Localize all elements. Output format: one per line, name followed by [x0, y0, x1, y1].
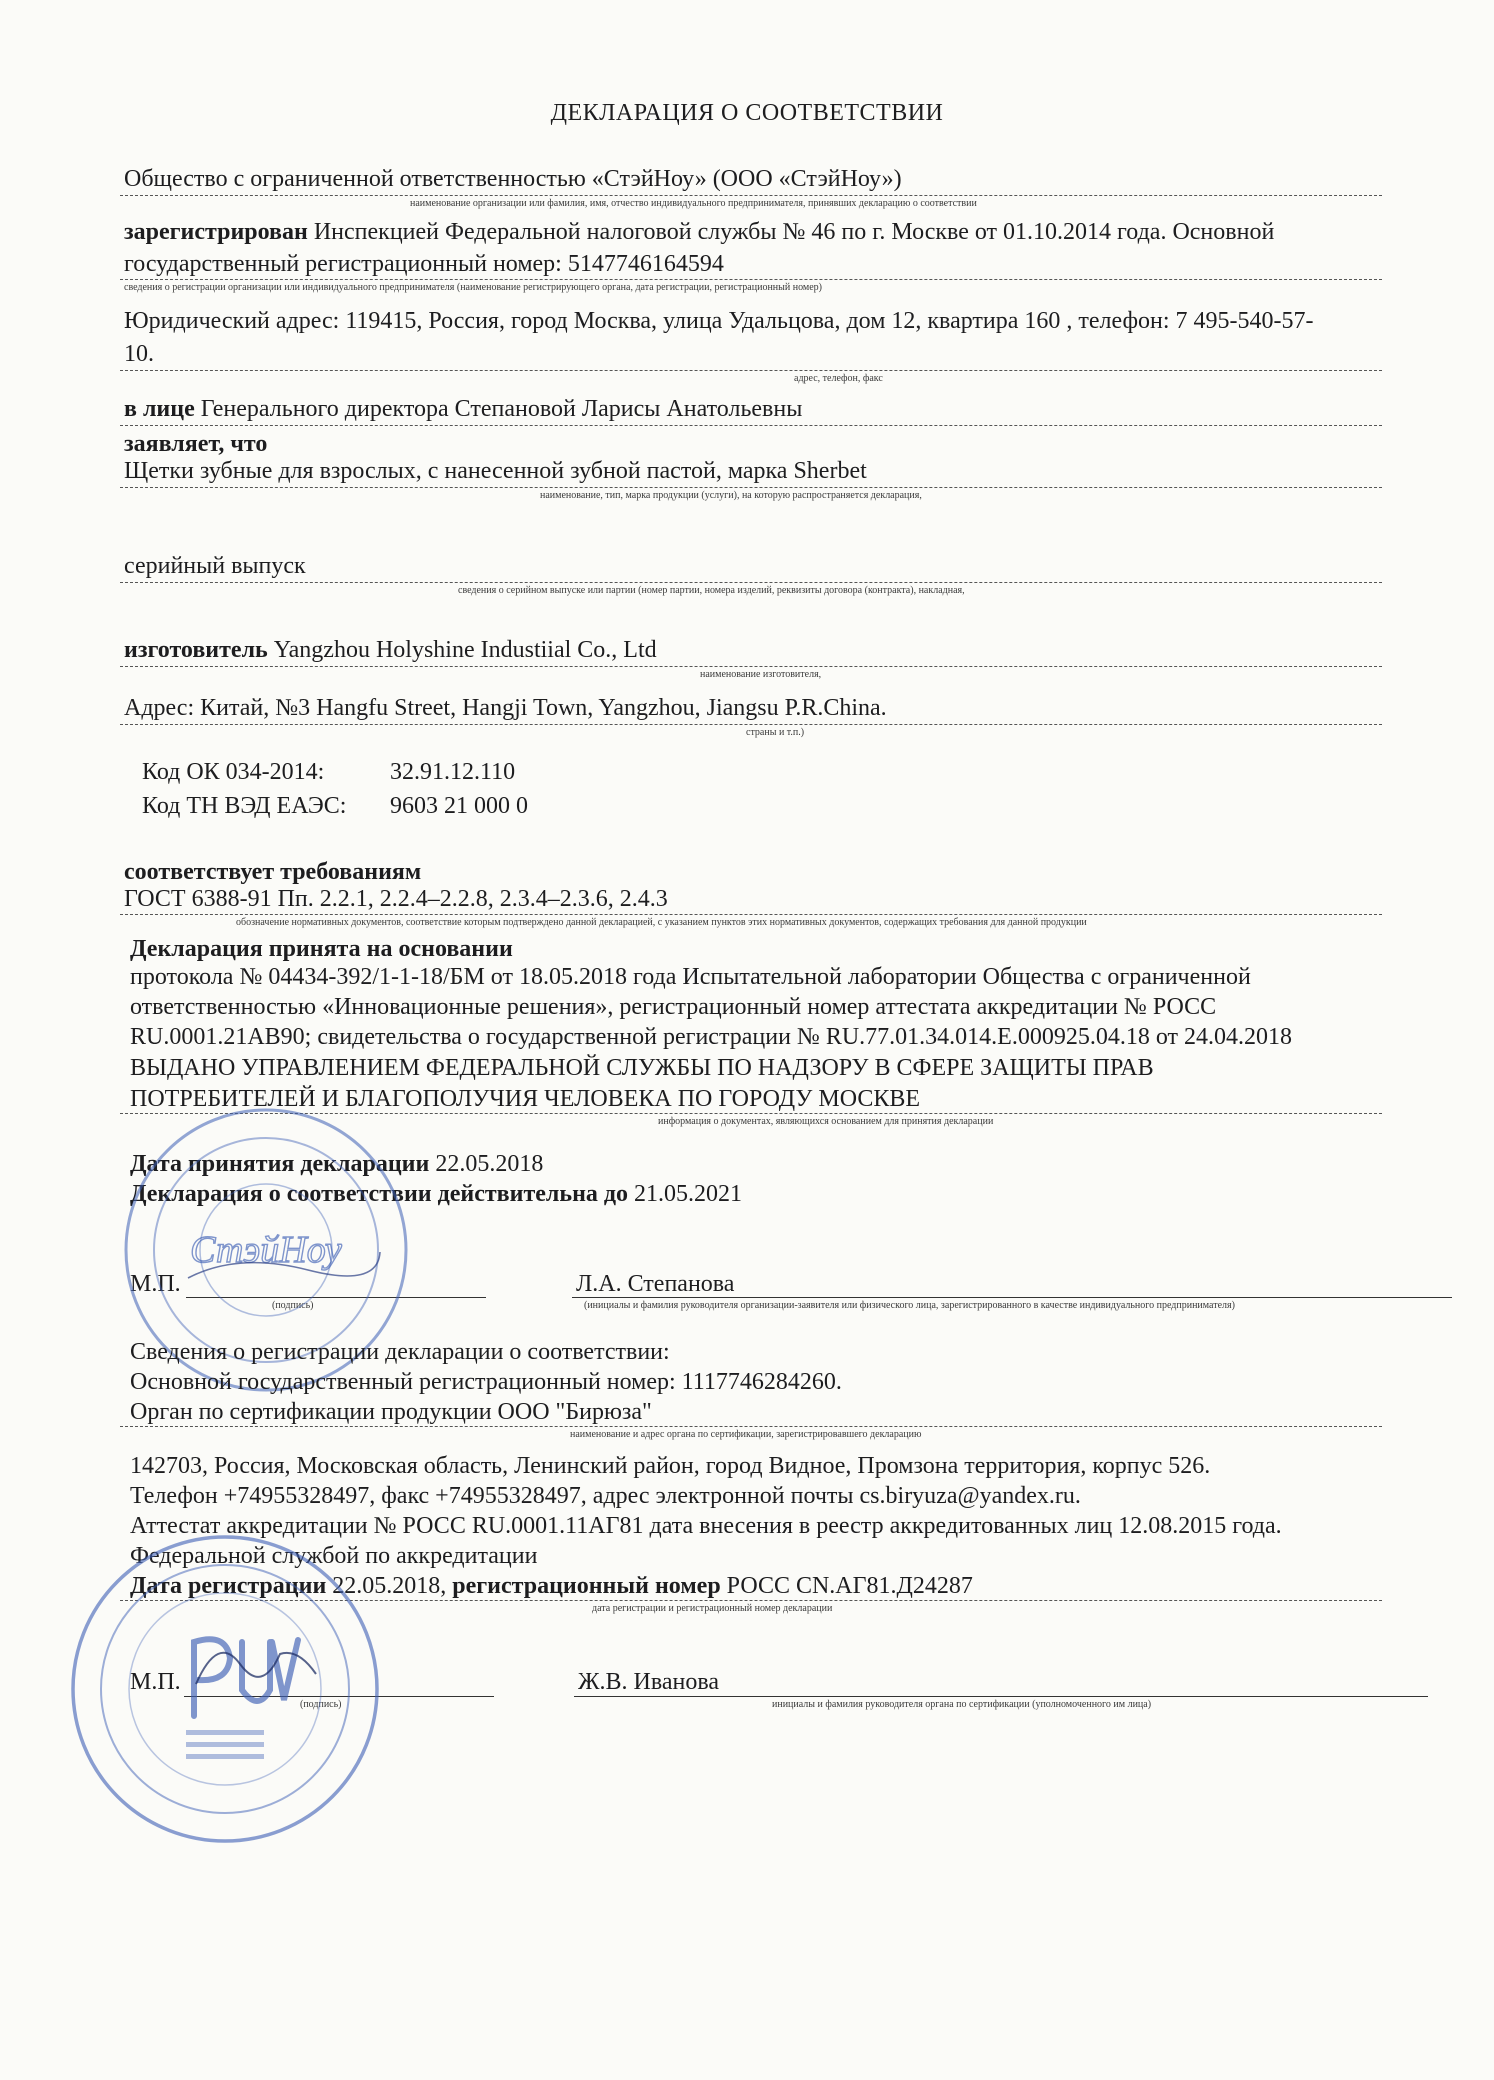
certification-body-caption: наименование и адрес органа по сертификации, зарегистрировавшего декларацию: [570, 1429, 922, 1440]
requirements-text: ГОСТ 6388-91 Пп. 2.2.1, 2.2.4–2.2.8, 2.3.4–2.3.6, 2.4.3: [124, 886, 668, 912]
applicant-caption: наименование организации или фамилия, имя, отчество индивидуального предпринимателя, принявших декларацию о соответствии: [410, 198, 977, 209]
rule: [120, 195, 1382, 196]
name-line-1: [572, 1297, 1452, 1298]
basis-caption: информация о документах, являющихся основанием для принятия декларации: [658, 1116, 994, 1127]
valid-label: Декларация о соответствии действительна до: [130, 1181, 629, 1207]
signer-caption-1: (инициалы и фамилия руководителя организации-заявителя или физического лица, зарегистрированного в качестве индивидуального предпринимателя): [584, 1300, 1235, 1311]
rule: [120, 724, 1382, 725]
code-ok-value: 32.91.12.110: [390, 759, 516, 785]
represented-label: в лице: [124, 396, 195, 422]
rule: [120, 914, 1382, 915]
signer-name-2: Ж.В. Иванова: [578, 1669, 720, 1695]
manufacturer-address-caption: страны и т.п.): [746, 727, 805, 738]
mp-label-1: М.П.: [130, 1271, 181, 1297]
registration-date-value: 22.05.2018,: [326, 1573, 453, 1599]
manufacturer-caption: наименование изготовителя,: [700, 669, 822, 680]
basis-line-1: протокола № 04434-392/1-1-18/БМ от 18.05.2018 года Испытательной лаборатории Общества с ограниченной: [130, 964, 1251, 990]
rule: [120, 279, 1382, 280]
certification-body: Орган по сертификации продукции ООО "Бирюза": [130, 1399, 652, 1425]
registered-label: зарегистрирован: [124, 219, 308, 245]
valid-value: 21.05.2021: [628, 1181, 743, 1207]
accreditation-service: Федеральной службой по аккредитации: [130, 1543, 538, 1569]
code-tnved-label: Код ТН ВЭД ЕАЭС:: [142, 793, 347, 819]
body-address: 142703, Россия, Московская область, Ленинский район, город Видное, Промзона территория, корпус 526.: [130, 1453, 1211, 1479]
registered-line-1: [124, 218, 1274, 246]
code-tnved-value: 9603 21 000 0: [390, 793, 528, 819]
rule: [120, 666, 1382, 667]
registration-number-label: регистрационный номер: [452, 1573, 721, 1599]
mp-label-2: М.П.: [130, 1669, 181, 1695]
registration-caption: сведения о регистрации организации или индивидуального предпринимателя (наименование регистрирующего органа, дата регистрации, регистрационный номер): [124, 282, 822, 293]
signer-caption-2: инициалы и фамилия руководителя органа по сертификации (уполномоченного им лица): [772, 1699, 1152, 1710]
basis-line-5: ПОТРЕБИТЕЛЕЙ И БЛАГОПОЛУЧИЯ ЧЕЛОВЕКА ПО ГОРОДУ МОСКВЕ: [130, 1086, 921, 1112]
represented-line: [124, 395, 802, 423]
handwritten-signature: [188, 1624, 328, 1704]
series-text: серийный выпуск: [124, 553, 306, 579]
registered-text-1: Инспекцией Федеральной налоговой службы № 46 по г. Москве от 01.10.2014 года. Основной: [307, 219, 1275, 245]
declares-label: заявляет, что: [124, 431, 268, 457]
manufacturer-label: изготовитель: [124, 637, 268, 663]
represented-text: Генерального директора Степановой Ларисы Анатольевны: [194, 396, 803, 422]
rule: [120, 425, 1382, 426]
rule: [120, 582, 1382, 583]
legal-address-2: 10.: [124, 341, 154, 367]
registration-date-label: Дата регистрации: [130, 1573, 327, 1599]
basis-label: Декларация принята на основании: [130, 936, 513, 962]
registration-date-caption: дата регистрации и регистрационный номер декларации: [592, 1603, 833, 1614]
basis-line-3: RU.0001.21АВ90; свидетельства о государственной регистрации № RU.77.01.34.014.Е.000925.04.18 от 24.04.2018: [130, 1024, 1292, 1050]
body-phone: Телефон +74955328497, факс +74955328497, адрес электронной почты cs.biryuza@yandex.ru.: [130, 1483, 1081, 1509]
signature-caption-2: (подпись): [300, 1699, 342, 1710]
basis-line-4: ВЫДАНО УПРАВЛЕНИЕМ ФЕДЕРАЛЬНОЙ СЛУЖБЫ ПО НАДЗОРУ В СФЕРЕ ЗАЩИТЫ ПРАВ: [130, 1055, 1154, 1081]
basis-line-2: ответственностью «Инновационные решения», регистрационный номер аттестата аккредитации № РОСС: [130, 994, 1217, 1020]
manufacturer-line: [124, 636, 657, 664]
manufacturer-name: Yangzhou Holyshine Industiial Co., Ltd: [267, 637, 657, 663]
name-line-2: [574, 1696, 1428, 1697]
signature-caption-1: (подпись): [272, 1300, 314, 1311]
product-name: Щетки зубные для взрослых, с нанесенной зубной пастой, марка Sherbet: [124, 458, 867, 484]
manufacturer-address: Адрес: Китай, №3 Hangfu Street, Hangji Town, Yangzhou, Jiangsu P.R.China.: [124, 695, 887, 721]
legal-address-1: Юридический адрес: 119415, Россия, город Москва, улица Удальцова, дом 12, квартира 160 , телефон: 7 495-540-57-: [124, 308, 1314, 334]
registration-heading: Сведения о регистрации декларации о соответствии:: [130, 1339, 670, 1365]
accepted-label: Дата принятия декларации: [130, 1151, 430, 1177]
rule: [120, 487, 1382, 488]
requirements-caption: обозначение нормативных документов, соответствие которым подтверждено данной декларацией, с указанием пунктов этих нормативных документов, содержащих требования для данной продукции: [236, 917, 1087, 928]
requirements-label: соответствует требованиям: [124, 859, 422, 885]
registered-line-2: государственный регистрационный номер: 5147746164594: [124, 251, 724, 277]
signer-name-1: Л.А. Степанова: [576, 1271, 735, 1297]
rule: [120, 1426, 1382, 1427]
rule: [120, 370, 1382, 371]
series-caption: сведения о серийном выпуске или партии (номер партии, номера изделий, реквизиты договора (контракта), накладная,: [458, 585, 965, 596]
registration-number-value: РОСС CN.АГ81.Д24287: [720, 1573, 973, 1599]
product-caption: наименование, тип, марка продукции (услуги), на которую распространяется декларация,: [540, 490, 922, 501]
address-caption: адрес, телефон, факс: [794, 373, 883, 384]
page-title: ДЕКЛАРАЦИЯ О СООТВЕТСТВИИ: [550, 100, 944, 126]
applicant-name: Общество с ограниченной ответственностью «СтэйНоу» (ООО «СтэйНоу»): [124, 166, 902, 192]
code-ok-label: Код ОК 034-2014:: [142, 759, 325, 785]
registration-ogrn: Основной государственный регистрационный номер: 1117746284260.: [130, 1369, 842, 1395]
stamp-logo: СтэйНоу: [190, 1229, 342, 1271]
body-accreditation: Аттестат аккредитации № РОСС RU.0001.11АГ81 дата внесения в реестр аккредитованных лиц 12.08.2015 года.: [130, 1513, 1282, 1539]
accepted-value: 22.05.2018: [429, 1151, 544, 1177]
